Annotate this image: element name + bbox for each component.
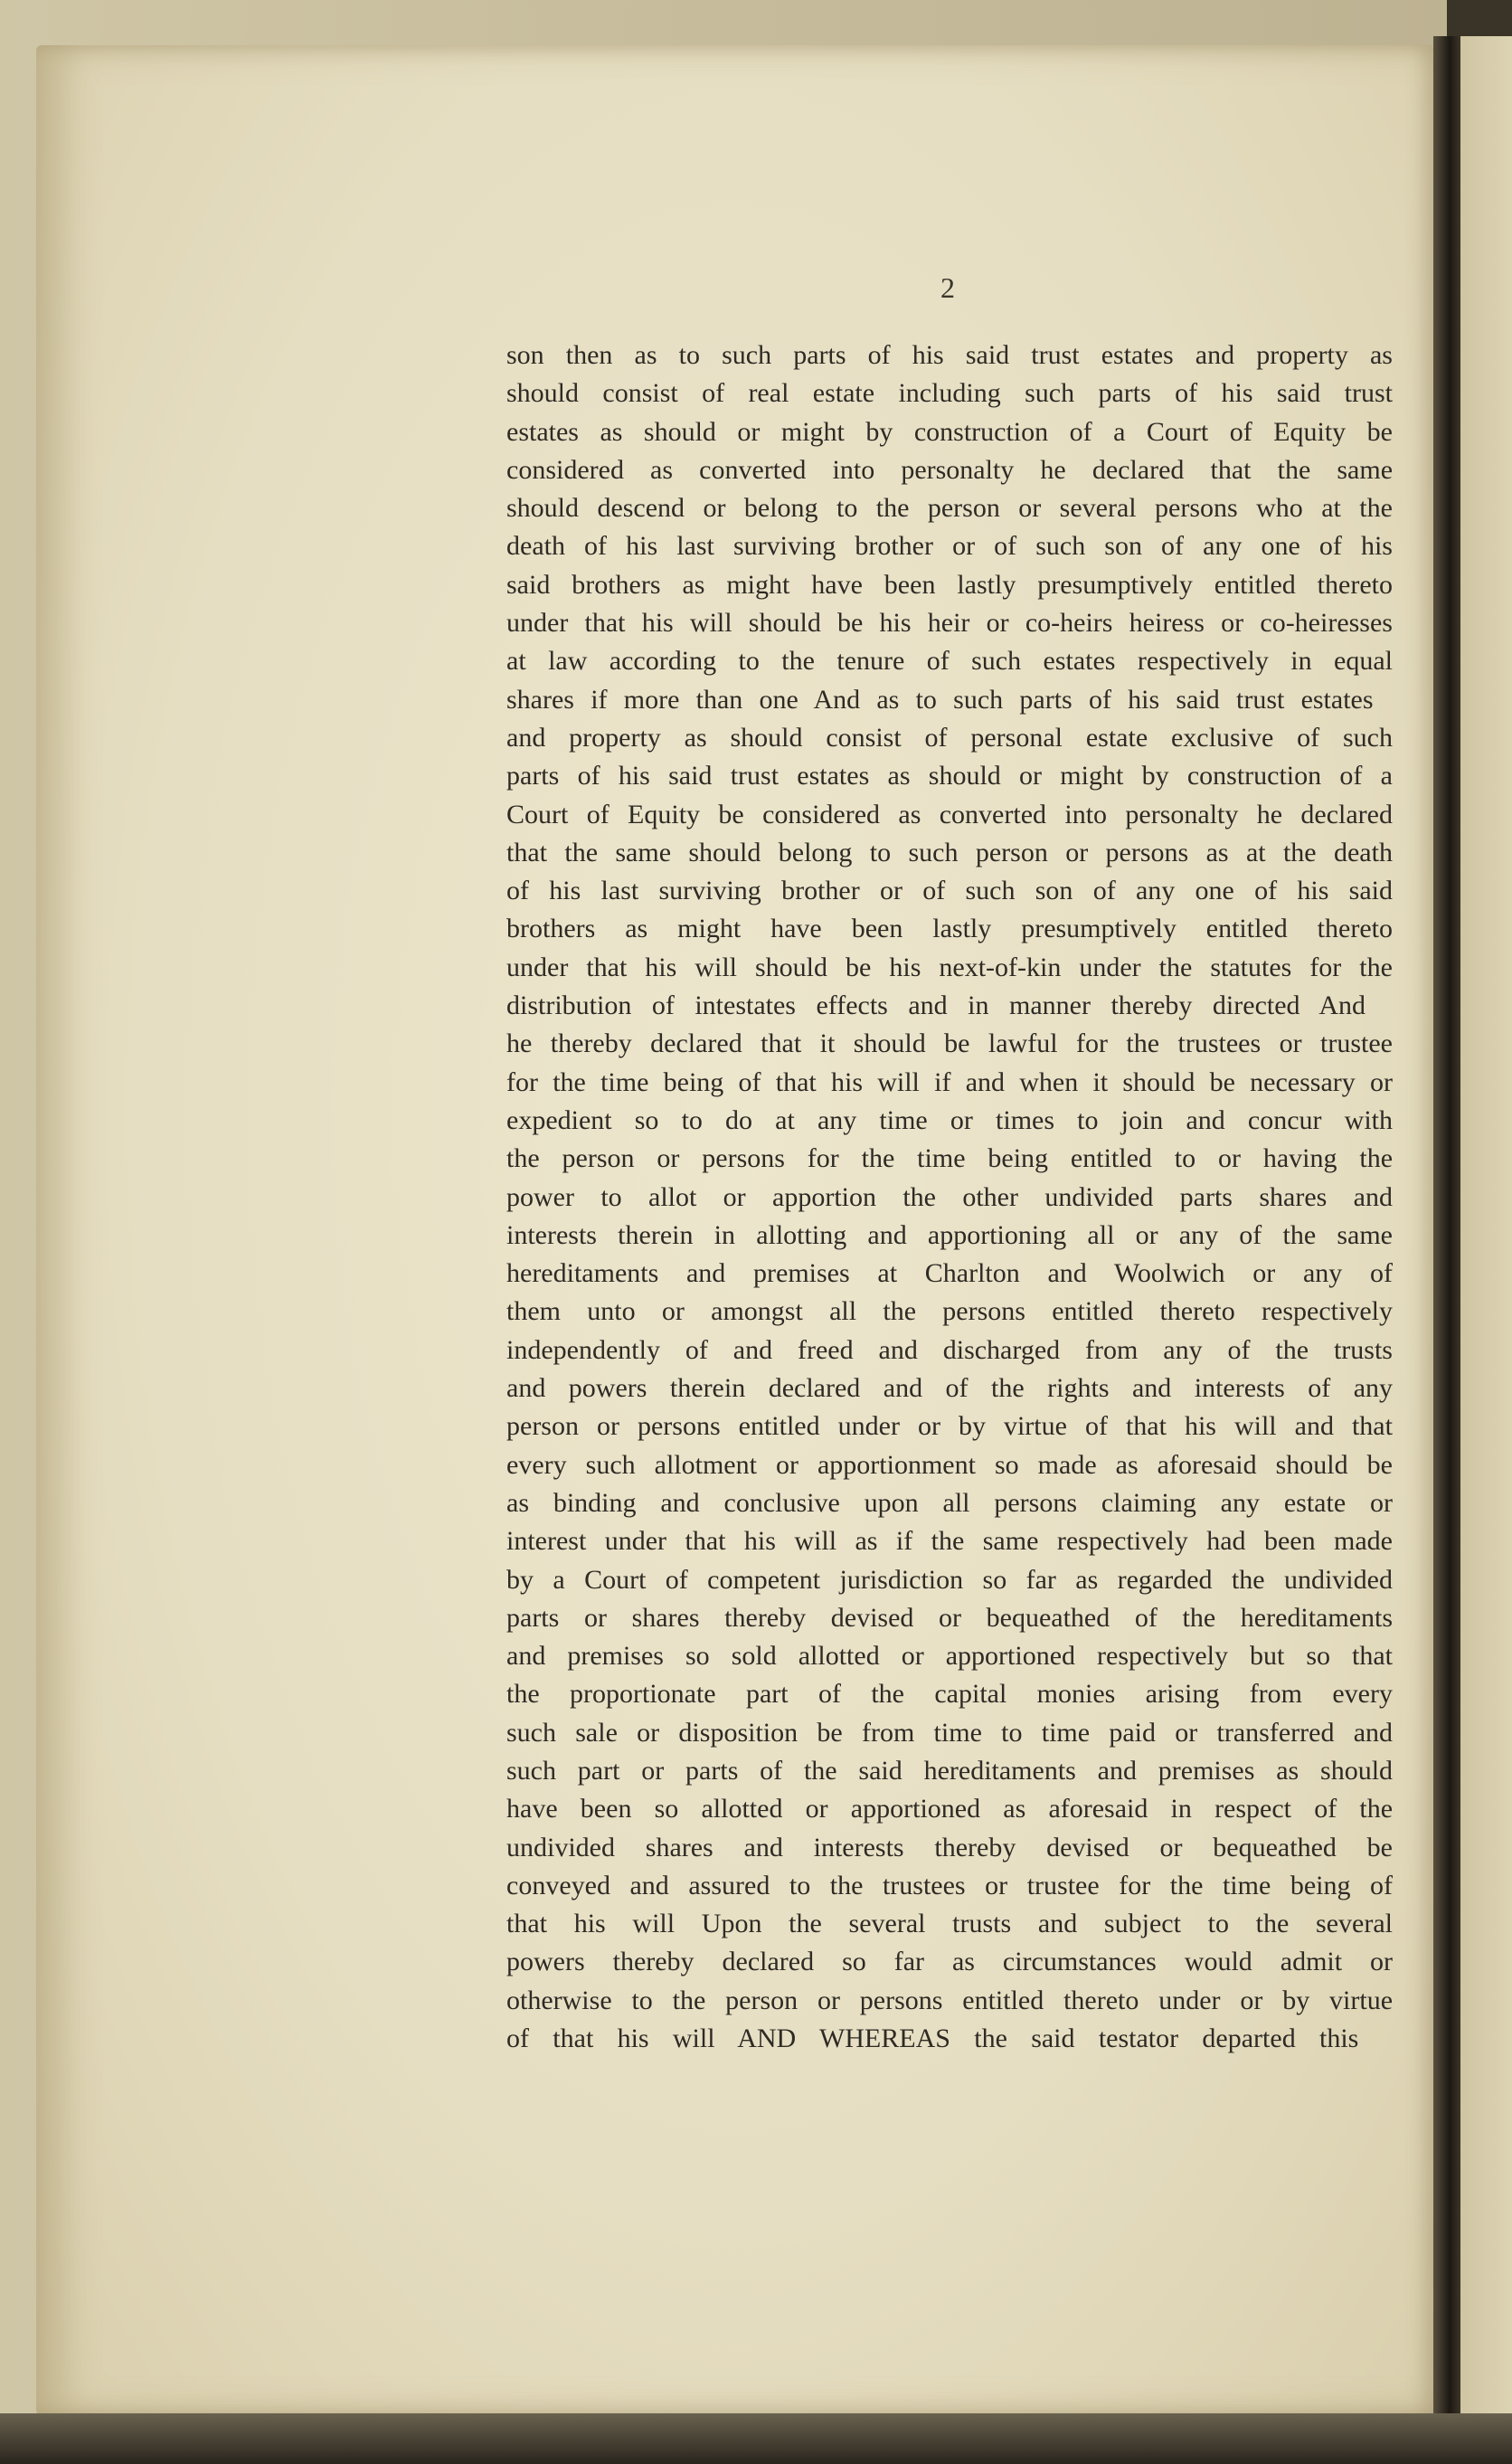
text-line: of that his will AND WHEREAS the said testator departed this xyxy=(506,2023,1359,2054)
text-line-row xyxy=(506,1943,1393,1981)
text-line-row xyxy=(506,374,1393,412)
text-line-row xyxy=(506,2020,1393,2058)
text-line: at law according to the tenure of such estates respectively in equal xyxy=(506,646,1393,677)
text-line: undivided shares and interests thereby devised or bequeathed be xyxy=(506,1832,1393,1862)
text-line-row xyxy=(506,1293,1393,1331)
text-line: interests therein in allotting and apportioning all or any of the same xyxy=(506,1219,1393,1250)
text-line: should descend or belong to the person or several persons who at the xyxy=(506,493,1393,524)
text-line-row xyxy=(506,757,1393,795)
text-line: every such allotment or apportionment so made as aforesaid should be xyxy=(506,1449,1393,1480)
text-line-row xyxy=(506,1829,1393,1867)
text-line: interest under that his will as if the same respectively had been made xyxy=(506,1526,1394,1557)
text-line: and premises so sold allotted or apportioned respectively but so that xyxy=(506,1641,1394,1672)
text-line: death of his last surviving brother or of such son of any one of his xyxy=(506,531,1393,562)
text-line: hereditaments and premises at Charlton and Woolwich or any of xyxy=(506,1258,1393,1289)
text-line: powers thereby declared so far as circumstances would admit or xyxy=(506,1947,1394,1977)
text-line-row xyxy=(506,1255,1393,1293)
text-line-row xyxy=(506,834,1393,872)
text-line: son then as to such parts of his said trust estates and property as xyxy=(506,340,1393,370)
text-line-row xyxy=(506,1905,1393,1943)
text-line: expedient so to do at any time or times to join and concur with xyxy=(506,1104,1393,1135)
text-line-row xyxy=(506,872,1393,910)
body-text xyxy=(506,336,1393,2058)
text-line: that the same should belong to such person or persons as at the death xyxy=(506,837,1393,867)
text-line-row xyxy=(506,1561,1393,1599)
text-line: conveyed and assured to the trustees or trustee for the time being of xyxy=(506,1870,1394,1900)
text-line-row xyxy=(506,1217,1393,1255)
text-line: the person or persons for the time being entitled to or having the xyxy=(506,1143,1394,1174)
text-line-row xyxy=(506,949,1393,987)
text-line-row xyxy=(506,1982,1393,2020)
text-line: by a Court of competent jurisdiction so far as regarded the undivided xyxy=(506,1564,1393,1595)
text-line: under that his will should be his heir or co-heirs heiress or co-heiresses xyxy=(506,608,1393,639)
text-line: that his will Upon the several trusts and subject to the several xyxy=(506,1909,1393,1939)
text-line-row xyxy=(506,796,1393,834)
text-line: brothers as might have been lastly presumptively entitled thereto xyxy=(506,914,1393,944)
text-line: such part or parts of the said hereditaments and premises as should xyxy=(506,1755,1394,1786)
text-line: independently of and freed and discharged from any of the trusts xyxy=(506,1334,1393,1365)
text-line-row xyxy=(506,1025,1393,1063)
text-line: person or persons entitled under or by virtue of that his will and that xyxy=(506,1411,1393,1442)
text-line-row xyxy=(506,451,1393,489)
text-line-row xyxy=(506,1867,1393,1905)
text-line: them unto or amongst all the persons entitled thereto respectively xyxy=(506,1296,1393,1327)
text-line-row xyxy=(506,681,1393,719)
text-line: parts or shares thereby devised or bequeathed of the hereditaments xyxy=(506,1602,1394,1633)
text-line: Court of Equity be considered as converted into personalty he declared xyxy=(506,799,1393,829)
text-line-row xyxy=(506,1752,1393,1790)
next-page-edge xyxy=(1460,36,1512,2433)
text-line-row xyxy=(506,642,1393,680)
text-line: for the time being of that his will if and when it should be necessary or xyxy=(506,1066,1393,1097)
text-line: considered as converted into personalty he declared that the same xyxy=(506,454,1394,485)
text-line: distribution of intestates effects and in manner thereby directed And xyxy=(506,990,1366,1021)
text-line-row xyxy=(506,604,1393,642)
text-line-row xyxy=(506,413,1393,451)
text-line: the proportionate part of the capital monies arising from every xyxy=(506,1679,1393,1710)
text-line: should consist of real estate including such parts of his said trust xyxy=(506,378,1393,409)
text-line: have been so allotted or apportioned as aforesaid in respect of the xyxy=(506,1794,1394,1824)
text-line: estates as should or might by construction of a Court of Equity be xyxy=(506,416,1393,447)
text-line-row xyxy=(506,1790,1393,1828)
book-binding xyxy=(1433,36,1460,2433)
text-line-row xyxy=(506,1446,1393,1484)
text-line: such sale or disposition be from time to time paid or transferred and xyxy=(506,1717,1394,1748)
text-line: and powers therein declared and of the rights and interests of any xyxy=(506,1373,1394,1404)
text-line-row xyxy=(506,1637,1393,1675)
page-number: 2 xyxy=(940,271,955,304)
text-line: of his last surviving brother or of such son of any one of his said xyxy=(506,876,1393,906)
text-line-row xyxy=(506,489,1393,527)
text-line: shares if more than one And as to such parts of his said trust estates xyxy=(506,684,1374,715)
text-line-row xyxy=(506,1179,1393,1217)
text-line-row xyxy=(506,336,1393,374)
text-line-row xyxy=(506,1332,1393,1369)
bottom-edge xyxy=(0,2413,1512,2464)
text-line: he thereby declared that it should be lawful for the trustees or trustee xyxy=(506,1028,1393,1059)
text-line-row xyxy=(506,1484,1393,1522)
text-line-row xyxy=(506,1407,1393,1445)
text-line-row xyxy=(506,1522,1393,1560)
text-line-row xyxy=(506,527,1393,565)
text-line-row xyxy=(506,1675,1393,1713)
text-line: said brothers as might have been lastly presumptively entitled thereto xyxy=(506,569,1393,600)
text-line: power to allot or apportion the other undivided parts shares and xyxy=(506,1181,1393,1212)
text-line: under that his will should be his next-of-kin under the statutes for the xyxy=(506,952,1393,982)
text-line-row xyxy=(506,910,1393,948)
text-line-row xyxy=(506,1599,1393,1637)
text-line: parts of his said trust estates as should or might by construction of a xyxy=(506,761,1393,791)
text-line: as binding and conclusive upon all persons claiming any estate or xyxy=(506,1487,1393,1518)
text-line-row xyxy=(506,987,1393,1025)
text-line-row xyxy=(506,1102,1393,1140)
text-line-row xyxy=(506,719,1393,757)
text-line-row xyxy=(506,1369,1393,1407)
text-line-row xyxy=(506,1140,1393,1178)
text-line-row xyxy=(506,1714,1393,1752)
text-line: otherwise to the person or persons entitled thereto under or by virtue xyxy=(506,1985,1394,2015)
text-line: and property as should consist of personal estate exclusive of such xyxy=(506,722,1393,753)
text-line-row xyxy=(506,1064,1393,1102)
text-line-row xyxy=(506,566,1393,604)
